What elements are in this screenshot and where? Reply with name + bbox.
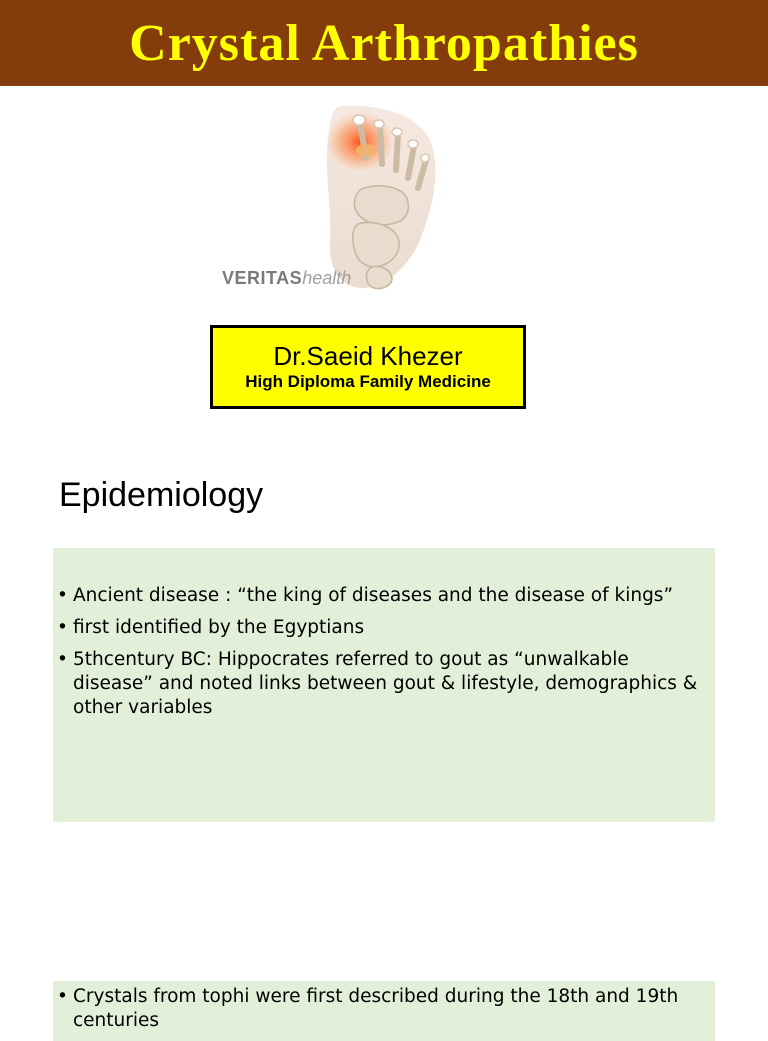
list-item	[53, 985, 705, 1033]
epidemiology-bullet-list	[53, 548, 715, 720]
list-item	[53, 648, 705, 720]
bullet-dot: •	[57, 649, 68, 670]
list-item	[53, 584, 705, 608]
section-heading: Epidemiology	[59, 476, 264, 514]
author-name: Dr.Saeid Khezer	[273, 341, 463, 371]
author-credential: High Diploma Family Medicine	[245, 372, 491, 391]
watermark-brand: VERITAS	[222, 268, 303, 288]
next-bullet-list	[53, 981, 715, 1033]
title-bar	[0, 0, 768, 86]
watermark-suffix: health	[302, 268, 352, 288]
list-item-text: Ancient disease : “the king of diseases and the disease of kings”	[73, 585, 674, 606]
list-item	[53, 616, 705, 640]
bullet-dot: •	[57, 986, 68, 1007]
author-box	[210, 325, 526, 409]
veritas-health-watermark	[222, 268, 351, 289]
bullet-dot: •	[57, 617, 68, 638]
foot-gout-illustration	[220, 100, 450, 292]
next-content-box	[53, 981, 715, 1041]
list-item-text: Crystals from tophi were first described during the 18th and 19th centuries	[73, 986, 679, 1031]
epidemiology-content-box	[53, 548, 715, 822]
list-item-text: first identified by the Egyptians	[73, 617, 365, 638]
bullet-dot: •	[57, 585, 68, 606]
slide-title: Crystal Arthropathies	[129, 14, 639, 72]
list-item-text: 5thcentury BC: Hippocrates referred to gout as “unwalkable disease” and noted links between gout & lifestyle, demographics & other variables	[73, 649, 698, 718]
